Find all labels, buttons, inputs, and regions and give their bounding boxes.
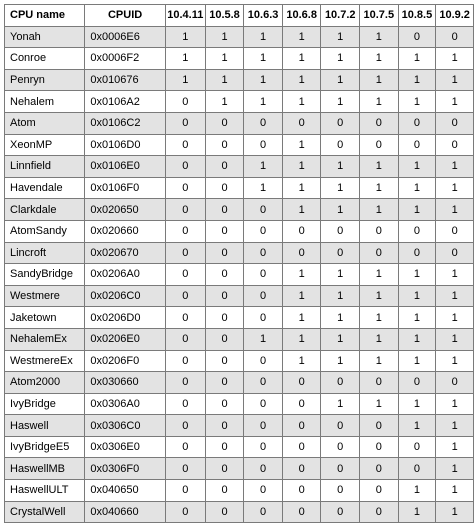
- cpu-name-cell: WestmereEx: [5, 350, 85, 372]
- support-cell: 1: [321, 393, 360, 415]
- cpu-name-cell: XeonMP: [5, 134, 85, 156]
- support-cell: 0: [398, 134, 436, 156]
- table-row: [5, 69, 474, 91]
- support-cell: 1: [398, 393, 436, 415]
- support-cell: 1: [321, 350, 360, 372]
- cpuid-cell: 0x0006E6: [85, 26, 166, 48]
- support-cell: 1: [398, 285, 436, 307]
- support-cell: 0: [282, 458, 321, 480]
- support-cell: 0: [282, 501, 321, 523]
- support-cell: 0: [205, 350, 244, 372]
- support-cell: 0: [165, 91, 205, 113]
- cpu-name-cell: AtomSandy: [5, 220, 85, 242]
- support-cell: 1: [244, 177, 283, 199]
- table-row: [5, 307, 474, 329]
- support-cell: 0: [165, 199, 205, 221]
- column-header: CPUID: [85, 5, 166, 27]
- support-cell: 0: [321, 480, 360, 502]
- support-cell: 0: [165, 480, 205, 502]
- support-cell: 1: [282, 199, 321, 221]
- support-cell: 1: [282, 26, 321, 48]
- support-cell: 0: [244, 480, 283, 502]
- support-cell: 0: [360, 501, 399, 523]
- support-cell: 0: [436, 242, 474, 264]
- support-cell: 1: [436, 48, 474, 70]
- support-cell: 0: [360, 436, 399, 458]
- support-cell: 1: [165, 26, 205, 48]
- support-cell: 0: [205, 242, 244, 264]
- table-row: [5, 285, 474, 307]
- support-cell: 1: [360, 156, 399, 178]
- support-cell: 0: [436, 134, 474, 156]
- support-cell: 1: [436, 91, 474, 113]
- cpu-name-cell: Lincroft: [5, 242, 85, 264]
- support-cell: 0: [165, 264, 205, 286]
- support-cell: 1: [282, 264, 321, 286]
- support-cell: 1: [398, 177, 436, 199]
- support-cell: 1: [282, 328, 321, 350]
- support-cell: 1: [360, 350, 399, 372]
- support-cell: 0: [321, 458, 360, 480]
- cpu-name-cell: Havendale: [5, 177, 85, 199]
- support-cell: 0: [360, 242, 399, 264]
- column-header: 10.6.3: [244, 5, 283, 27]
- support-cell: 1: [282, 91, 321, 113]
- support-cell: 0: [244, 415, 283, 437]
- support-cell: 1: [165, 69, 205, 91]
- support-cell: 0: [436, 372, 474, 394]
- support-cell: 1: [360, 264, 399, 286]
- support-cell: 1: [360, 69, 399, 91]
- support-cell: 1: [360, 285, 399, 307]
- support-cell: 0: [360, 480, 399, 502]
- table-row: [5, 91, 474, 113]
- support-cell: 0: [398, 242, 436, 264]
- table-row: [5, 393, 474, 415]
- support-cell: 1: [398, 328, 436, 350]
- support-cell: 0: [205, 436, 244, 458]
- support-cell: 0: [244, 393, 283, 415]
- header-row: [5, 5, 474, 27]
- support-cell: 1: [321, 156, 360, 178]
- support-cell: 1: [282, 69, 321, 91]
- cpu-name-cell: CrystalWell: [5, 501, 85, 523]
- support-cell: 1: [436, 177, 474, 199]
- support-cell: 1: [321, 328, 360, 350]
- table-row: [5, 415, 474, 437]
- cpuid-cell: 0x040660: [85, 501, 166, 523]
- table-row: [5, 372, 474, 394]
- support-cell: 0: [282, 436, 321, 458]
- support-cell: 0: [321, 112, 360, 134]
- support-cell: 1: [321, 307, 360, 329]
- table-row: [5, 264, 474, 286]
- support-cell: 1: [436, 69, 474, 91]
- support-cell: 0: [321, 242, 360, 264]
- support-cell: 1: [244, 156, 283, 178]
- support-cell: 0: [205, 372, 244, 394]
- support-cell: 0: [244, 134, 283, 156]
- support-cell: 0: [282, 415, 321, 437]
- support-cell: 0: [205, 307, 244, 329]
- table-row: [5, 480, 474, 502]
- cpuid-cell: 0x020670: [85, 242, 166, 264]
- cpu-name-cell: Conroe: [5, 48, 85, 70]
- column-header: CPU name: [5, 5, 85, 27]
- support-cell: 0: [282, 393, 321, 415]
- table-row: [5, 48, 474, 70]
- cpu-name-cell: Yonah: [5, 26, 85, 48]
- table-row: [5, 199, 474, 221]
- support-cell: 0: [244, 501, 283, 523]
- support-cell: 0: [165, 112, 205, 134]
- cpu-name-cell: IvyBridge: [5, 393, 85, 415]
- column-header: 10.6.8: [282, 5, 321, 27]
- support-cell: 1: [282, 134, 321, 156]
- support-cell: 1: [398, 199, 436, 221]
- support-cell: 0: [244, 199, 283, 221]
- cpuid-cell: 0x0306C0: [85, 415, 166, 437]
- cpuid-cell: 0x0306A0: [85, 393, 166, 415]
- table-row: [5, 501, 474, 523]
- support-cell: 0: [165, 372, 205, 394]
- support-cell: 0: [321, 501, 360, 523]
- support-cell: 0: [244, 112, 283, 134]
- support-cell: 1: [165, 48, 205, 70]
- table-row: [5, 156, 474, 178]
- support-cell: 1: [205, 69, 244, 91]
- column-header: 10.5.8: [205, 5, 244, 27]
- support-cell: 0: [165, 501, 205, 523]
- cpuid-cell: 0x030660: [85, 372, 166, 394]
- support-cell: 1: [282, 350, 321, 372]
- support-cell: 1: [244, 69, 283, 91]
- support-cell: 1: [282, 307, 321, 329]
- support-cell: 0: [165, 220, 205, 242]
- support-cell: 0: [282, 112, 321, 134]
- support-cell: 0: [244, 372, 283, 394]
- support-cell: 1: [244, 91, 283, 113]
- support-cell: 1: [360, 91, 399, 113]
- support-cell: 0: [244, 458, 283, 480]
- table-row: [5, 177, 474, 199]
- support-cell: 0: [244, 220, 283, 242]
- support-cell: 0: [321, 220, 360, 242]
- cpu-support-table: [4, 4, 474, 523]
- table-row: [5, 112, 474, 134]
- support-cell: 0: [165, 134, 205, 156]
- support-cell: 1: [360, 177, 399, 199]
- cpuid-cell: 0x020650: [85, 199, 166, 221]
- cpu-name-cell: Penryn: [5, 69, 85, 91]
- support-cell: 1: [398, 415, 436, 437]
- cpu-name-cell: Westmere: [5, 285, 85, 307]
- support-cell: 0: [244, 264, 283, 286]
- support-cell: 0: [165, 458, 205, 480]
- support-cell: 0: [205, 112, 244, 134]
- cpu-name-cell: Linnfield: [5, 156, 85, 178]
- support-cell: 0: [398, 112, 436, 134]
- table-row: [5, 350, 474, 372]
- support-cell: 0: [398, 220, 436, 242]
- table-row: [5, 26, 474, 48]
- support-cell: 0: [436, 26, 474, 48]
- support-cell: 1: [436, 328, 474, 350]
- support-cell: 1: [360, 48, 399, 70]
- support-cell: 0: [360, 112, 399, 134]
- support-cell: 0: [360, 458, 399, 480]
- support-cell: 0: [436, 220, 474, 242]
- support-cell: 0: [360, 220, 399, 242]
- support-cell: 1: [398, 480, 436, 502]
- support-cell: 0: [205, 134, 244, 156]
- support-cell: 0: [205, 199, 244, 221]
- support-cell: 0: [436, 112, 474, 134]
- support-cell: 0: [398, 372, 436, 394]
- cpu-name-cell: Jaketown: [5, 307, 85, 329]
- table-row: [5, 436, 474, 458]
- support-cell: 1: [436, 436, 474, 458]
- support-cell: 1: [436, 156, 474, 178]
- support-cell: 1: [321, 177, 360, 199]
- support-cell: 1: [321, 69, 360, 91]
- support-cell: 0: [165, 415, 205, 437]
- table-row: [5, 242, 474, 264]
- support-cell: 1: [205, 26, 244, 48]
- column-header: 10.4.11: [165, 5, 205, 27]
- cpuid-cell: 0x0206C0: [85, 285, 166, 307]
- support-cell: 0: [205, 285, 244, 307]
- column-header: 10.9.2: [436, 5, 474, 27]
- support-cell: 0: [205, 177, 244, 199]
- support-cell: 1: [244, 328, 283, 350]
- column-header: 10.7.2: [321, 5, 360, 27]
- support-cell: 0: [321, 415, 360, 437]
- support-cell: 1: [398, 264, 436, 286]
- support-cell: 1: [436, 199, 474, 221]
- cpu-name-cell: IvyBridgeE5: [5, 436, 85, 458]
- support-cell: 0: [205, 458, 244, 480]
- support-cell: 0: [165, 328, 205, 350]
- cpu-name-cell: Clarkdale: [5, 199, 85, 221]
- support-cell: 1: [205, 91, 244, 113]
- support-cell: 1: [244, 26, 283, 48]
- cpu-support-table-container: [4, 4, 474, 523]
- support-cell: 1: [360, 199, 399, 221]
- support-cell: 1: [360, 26, 399, 48]
- support-cell: 0: [321, 436, 360, 458]
- support-cell: 0: [244, 307, 283, 329]
- support-cell: 0: [360, 372, 399, 394]
- support-cell: 1: [321, 48, 360, 70]
- support-cell: 1: [398, 156, 436, 178]
- support-cell: 0: [398, 26, 436, 48]
- support-cell: 0: [244, 436, 283, 458]
- support-cell: 0: [321, 372, 360, 394]
- support-cell: 0: [165, 307, 205, 329]
- support-cell: 0: [360, 415, 399, 437]
- support-cell: 1: [436, 393, 474, 415]
- support-cell: 1: [321, 199, 360, 221]
- support-cell: 0: [205, 415, 244, 437]
- support-cell: 1: [436, 350, 474, 372]
- cpu-name-cell: HaswellMB: [5, 458, 85, 480]
- support-cell: 1: [398, 48, 436, 70]
- support-cell: 1: [321, 26, 360, 48]
- support-cell: 1: [436, 458, 474, 480]
- cpuid-cell: 0x0106C2: [85, 112, 166, 134]
- support-cell: 1: [282, 156, 321, 178]
- cpu-name-cell: NehalemEx: [5, 328, 85, 350]
- table-body: [5, 26, 474, 523]
- cpu-name-cell: Haswell: [5, 415, 85, 437]
- support-cell: 1: [398, 307, 436, 329]
- table-row: [5, 134, 474, 156]
- support-cell: 1: [398, 350, 436, 372]
- support-cell: 0: [165, 156, 205, 178]
- cpuid-cell: 0x0206E0: [85, 328, 166, 350]
- support-cell: 0: [205, 156, 244, 178]
- support-cell: 0: [205, 264, 244, 286]
- support-cell: 1: [360, 328, 399, 350]
- cpu-name-cell: HaswellULT: [5, 480, 85, 502]
- support-cell: 0: [165, 393, 205, 415]
- support-cell: 0: [165, 285, 205, 307]
- support-cell: 0: [165, 350, 205, 372]
- cpuid-cell: 0x0206A0: [85, 264, 166, 286]
- support-cell: 0: [205, 220, 244, 242]
- support-cell: 1: [282, 48, 321, 70]
- cpuid-cell: 0x010676: [85, 69, 166, 91]
- support-cell: 0: [244, 242, 283, 264]
- support-cell: 1: [436, 285, 474, 307]
- cpuid-cell: 0x0306F0: [85, 458, 166, 480]
- support-cell: 0: [205, 501, 244, 523]
- table-row: [5, 220, 474, 242]
- support-cell: 0: [205, 480, 244, 502]
- cpu-name-cell: Atom2000: [5, 372, 85, 394]
- support-cell: 1: [436, 501, 474, 523]
- support-cell: 0: [282, 372, 321, 394]
- support-cell: 0: [398, 458, 436, 480]
- cpuid-cell: 0x0106A2: [85, 91, 166, 113]
- support-cell: 0: [282, 480, 321, 502]
- support-cell: 0: [321, 134, 360, 156]
- cpuid-cell: 0x0106F0: [85, 177, 166, 199]
- support-cell: 1: [244, 48, 283, 70]
- support-cell: 1: [321, 264, 360, 286]
- support-cell: 1: [436, 480, 474, 502]
- support-cell: 0: [205, 393, 244, 415]
- cpuid-cell: 0x040650: [85, 480, 166, 502]
- support-cell: 1: [360, 307, 399, 329]
- support-cell: 1: [360, 393, 399, 415]
- support-cell: 1: [282, 285, 321, 307]
- cpu-name-cell: Atom: [5, 112, 85, 134]
- cpuid-cell: 0x0206D0: [85, 307, 166, 329]
- column-header: 10.7.5: [360, 5, 399, 27]
- cpuid-cell: 0x0106D0: [85, 134, 166, 156]
- cpuid-cell: 0x0206F0: [85, 350, 166, 372]
- support-cell: 0: [244, 350, 283, 372]
- support-cell: 0: [282, 242, 321, 264]
- support-cell: 0: [165, 242, 205, 264]
- cpuid-cell: 0x0106E0: [85, 156, 166, 178]
- support-cell: 0: [205, 328, 244, 350]
- support-cell: 1: [436, 264, 474, 286]
- support-cell: 1: [398, 501, 436, 523]
- support-cell: 1: [282, 177, 321, 199]
- cpu-name-cell: SandyBridge: [5, 264, 85, 286]
- column-header: 10.8.5: [398, 5, 436, 27]
- support-cell: 1: [321, 285, 360, 307]
- support-cell: 0: [165, 436, 205, 458]
- support-cell: 1: [398, 91, 436, 113]
- support-cell: 0: [165, 177, 205, 199]
- support-cell: 1: [436, 415, 474, 437]
- table-row: [5, 458, 474, 480]
- cpu-name-cell: Nehalem: [5, 91, 85, 113]
- cpuid-cell: 0x020660: [85, 220, 166, 242]
- support-cell: 1: [205, 48, 244, 70]
- table-row: [5, 328, 474, 350]
- cpuid-cell: 0x0306E0: [85, 436, 166, 458]
- support-cell: 1: [398, 69, 436, 91]
- support-cell: 1: [321, 91, 360, 113]
- support-cell: 0: [360, 134, 399, 156]
- support-cell: 0: [398, 436, 436, 458]
- cpuid-cell: 0x0006F2: [85, 48, 166, 70]
- support-cell: 1: [436, 307, 474, 329]
- support-cell: 0: [244, 285, 283, 307]
- support-cell: 0: [282, 220, 321, 242]
